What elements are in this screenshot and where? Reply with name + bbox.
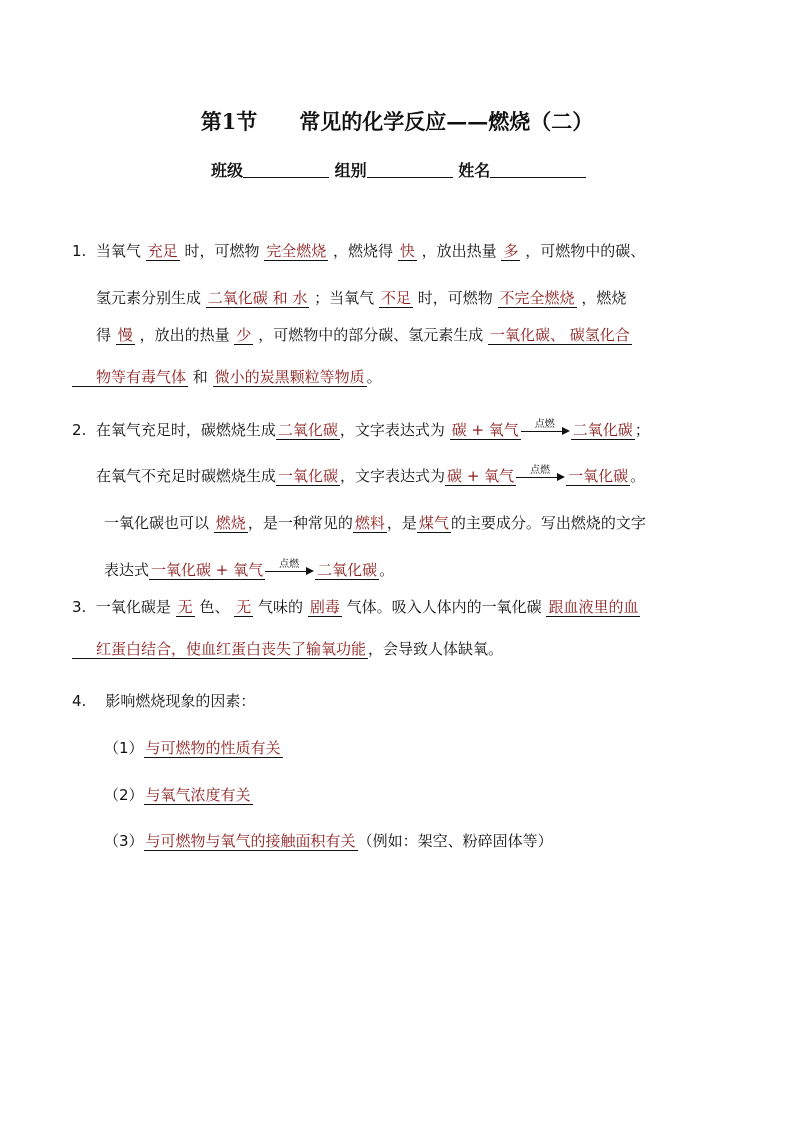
q1-answer: 慢 [117,326,133,344]
q4-item-note: （例如：架空、粉碎固体等） [357,832,553,850]
q3-text: 一氧化碳是 [95,598,171,616]
arrow-label: 点燃 [530,464,551,476]
q4-heading: 影响燃烧现象的因素： [105,692,256,710]
q1-text: 和 [192,368,208,386]
q2-answer: 二氧化碳 [277,421,338,439]
q4-item-answer: 与氧气浓度有关 [145,786,251,804]
q1-answer: 不完全燃烧 [499,289,575,307]
q3-text: 气体。吸入人体内的一氧化碳 [346,598,542,616]
q2-text: 一氧化碳也可以 [104,514,210,532]
q2-text: ，文字表达式为 [340,467,446,485]
q1-text: ，可燃物中的碳、 [525,242,646,260]
class-blank [243,161,329,178]
group-blank [367,161,453,178]
q2-text: 表达式 [104,561,150,579]
q3-text: ，会导致人体缺氧。 [368,640,504,658]
q1-text: ，放出热量 [421,242,497,260]
reaction-arrow [265,558,315,581]
group-label: 组别 [334,161,367,180]
q1-text: 时，可燃物 [417,289,493,307]
q2-line-2 [96,466,645,487]
q2-answer: 碳 + 氧气 [451,421,519,439]
q1-answer: 微小的炭黑颗粒等物质 [214,368,365,386]
q1-answer: 物等有毒气体 [72,368,188,387]
reaction-arrow [516,464,566,487]
q2-text: 的主要成分。写出燃烧的文字 [450,514,646,532]
name-blank [490,161,586,178]
q2-answer: 二氧化碳 [317,561,378,579]
q3-answer: 无 [177,598,193,616]
arrow-label: 点燃 [534,418,555,430]
q2-text: ，是一种常见的 [247,514,353,532]
q1-answer: 二氧化碳 和 水 [207,289,308,307]
q1-answer: 多 [503,242,519,260]
q1-number: 1. [72,242,87,260]
q2-answer: 煤气 [418,514,449,532]
q4-item-answer: 与可燃物的性质有关 [145,739,281,757]
q2-text: ，文字表达式为 [339,421,445,439]
q4-item-2 [104,785,253,805]
q2-text: 在氧气不充足时碳燃烧生成 [96,467,277,485]
q4-item-number: （1） [104,739,144,757]
q2-answer: 一氧化碳 [568,467,629,485]
q2-text: 。 [630,467,646,485]
q3-text: 气味的 [258,598,304,616]
q2-text: 在氧气充足时，碳燃烧生成 [95,421,276,439]
q1-answer: 充足 [147,242,178,260]
q1-text: ，燃烧得 [333,242,394,260]
q1-line-4 [72,367,382,387]
student-info-line [211,158,586,181]
q4-item-3 [104,831,553,851]
q2-answer: 二氧化碳 [572,421,633,439]
q1-text: ，可燃物中的部分碳、氢元素生成 [258,326,484,344]
page-title: 第1节 常见的化学反应——燃烧（二） [200,109,594,134]
q1-answer: 少 [236,326,252,344]
q4-heading-line [72,691,255,711]
q4-item-1 [104,738,283,758]
q1-text: 氢元素分别生成 [96,289,202,307]
q2-answer: 碳 + 氧气 [447,467,515,485]
reaction-arrow [521,418,571,441]
q2-answer: 一氧化碳 + 氧气 [151,561,264,579]
arrow-label: 点燃 [279,558,300,570]
q4-item-answer: 与可燃物与氧气的接触面积有关 [145,832,356,850]
q4-item-number: （3） [104,832,144,850]
q1-answer: 快 [399,242,415,260]
q4-item-number: （2） [104,786,144,804]
q1-line-1 [72,241,645,261]
q1-line-3 [96,325,632,345]
q1-text: 当氧气 [95,242,141,260]
q1-answer: 一氧化碳、 碳氢化合 [489,326,630,344]
q1-text: ，放出的热量 [139,326,230,344]
q3-answer: 剧毒 [309,598,340,616]
q1-text: ，燃烧 [581,289,627,307]
q2-line-1 [72,420,650,441]
name-label: 姓名 [458,161,491,180]
q1-text: ；当氧气 [314,289,375,307]
q2-text: ； [634,421,650,439]
q3-answer: 红蛋白结合，使血红蛋白丧失了输氧功能 [72,640,368,659]
q2-text: 。 [379,561,395,579]
q2-answer: 燃烧 [215,514,246,532]
q4-number: 4. [72,692,87,710]
q1-text: 时，可燃物 [184,242,260,260]
class-label: 班级 [211,161,244,180]
q3-line-1 [72,597,640,617]
q3-line-2 [72,639,503,659]
q2-text: ，是 [386,514,417,532]
q3-answer: 跟血液里的血 [548,598,639,616]
q2-number: 2. [72,421,87,439]
q2-line-3 [104,513,646,533]
q1-answer: 完全燃烧 [266,242,327,260]
q2-answer: 一氧化碳 [278,467,339,485]
q1-text: 。 [366,368,382,386]
q2-answer: 燃料 [354,514,385,532]
q3-answer: 无 [236,598,252,616]
q3-number: 3. [72,598,87,616]
q2-line-4 [104,560,394,581]
q3-text: 色、 [199,598,230,616]
q1-line-2 [96,288,626,308]
q1-text: 得 [96,326,112,344]
q1-answer: 不足 [380,289,411,307]
